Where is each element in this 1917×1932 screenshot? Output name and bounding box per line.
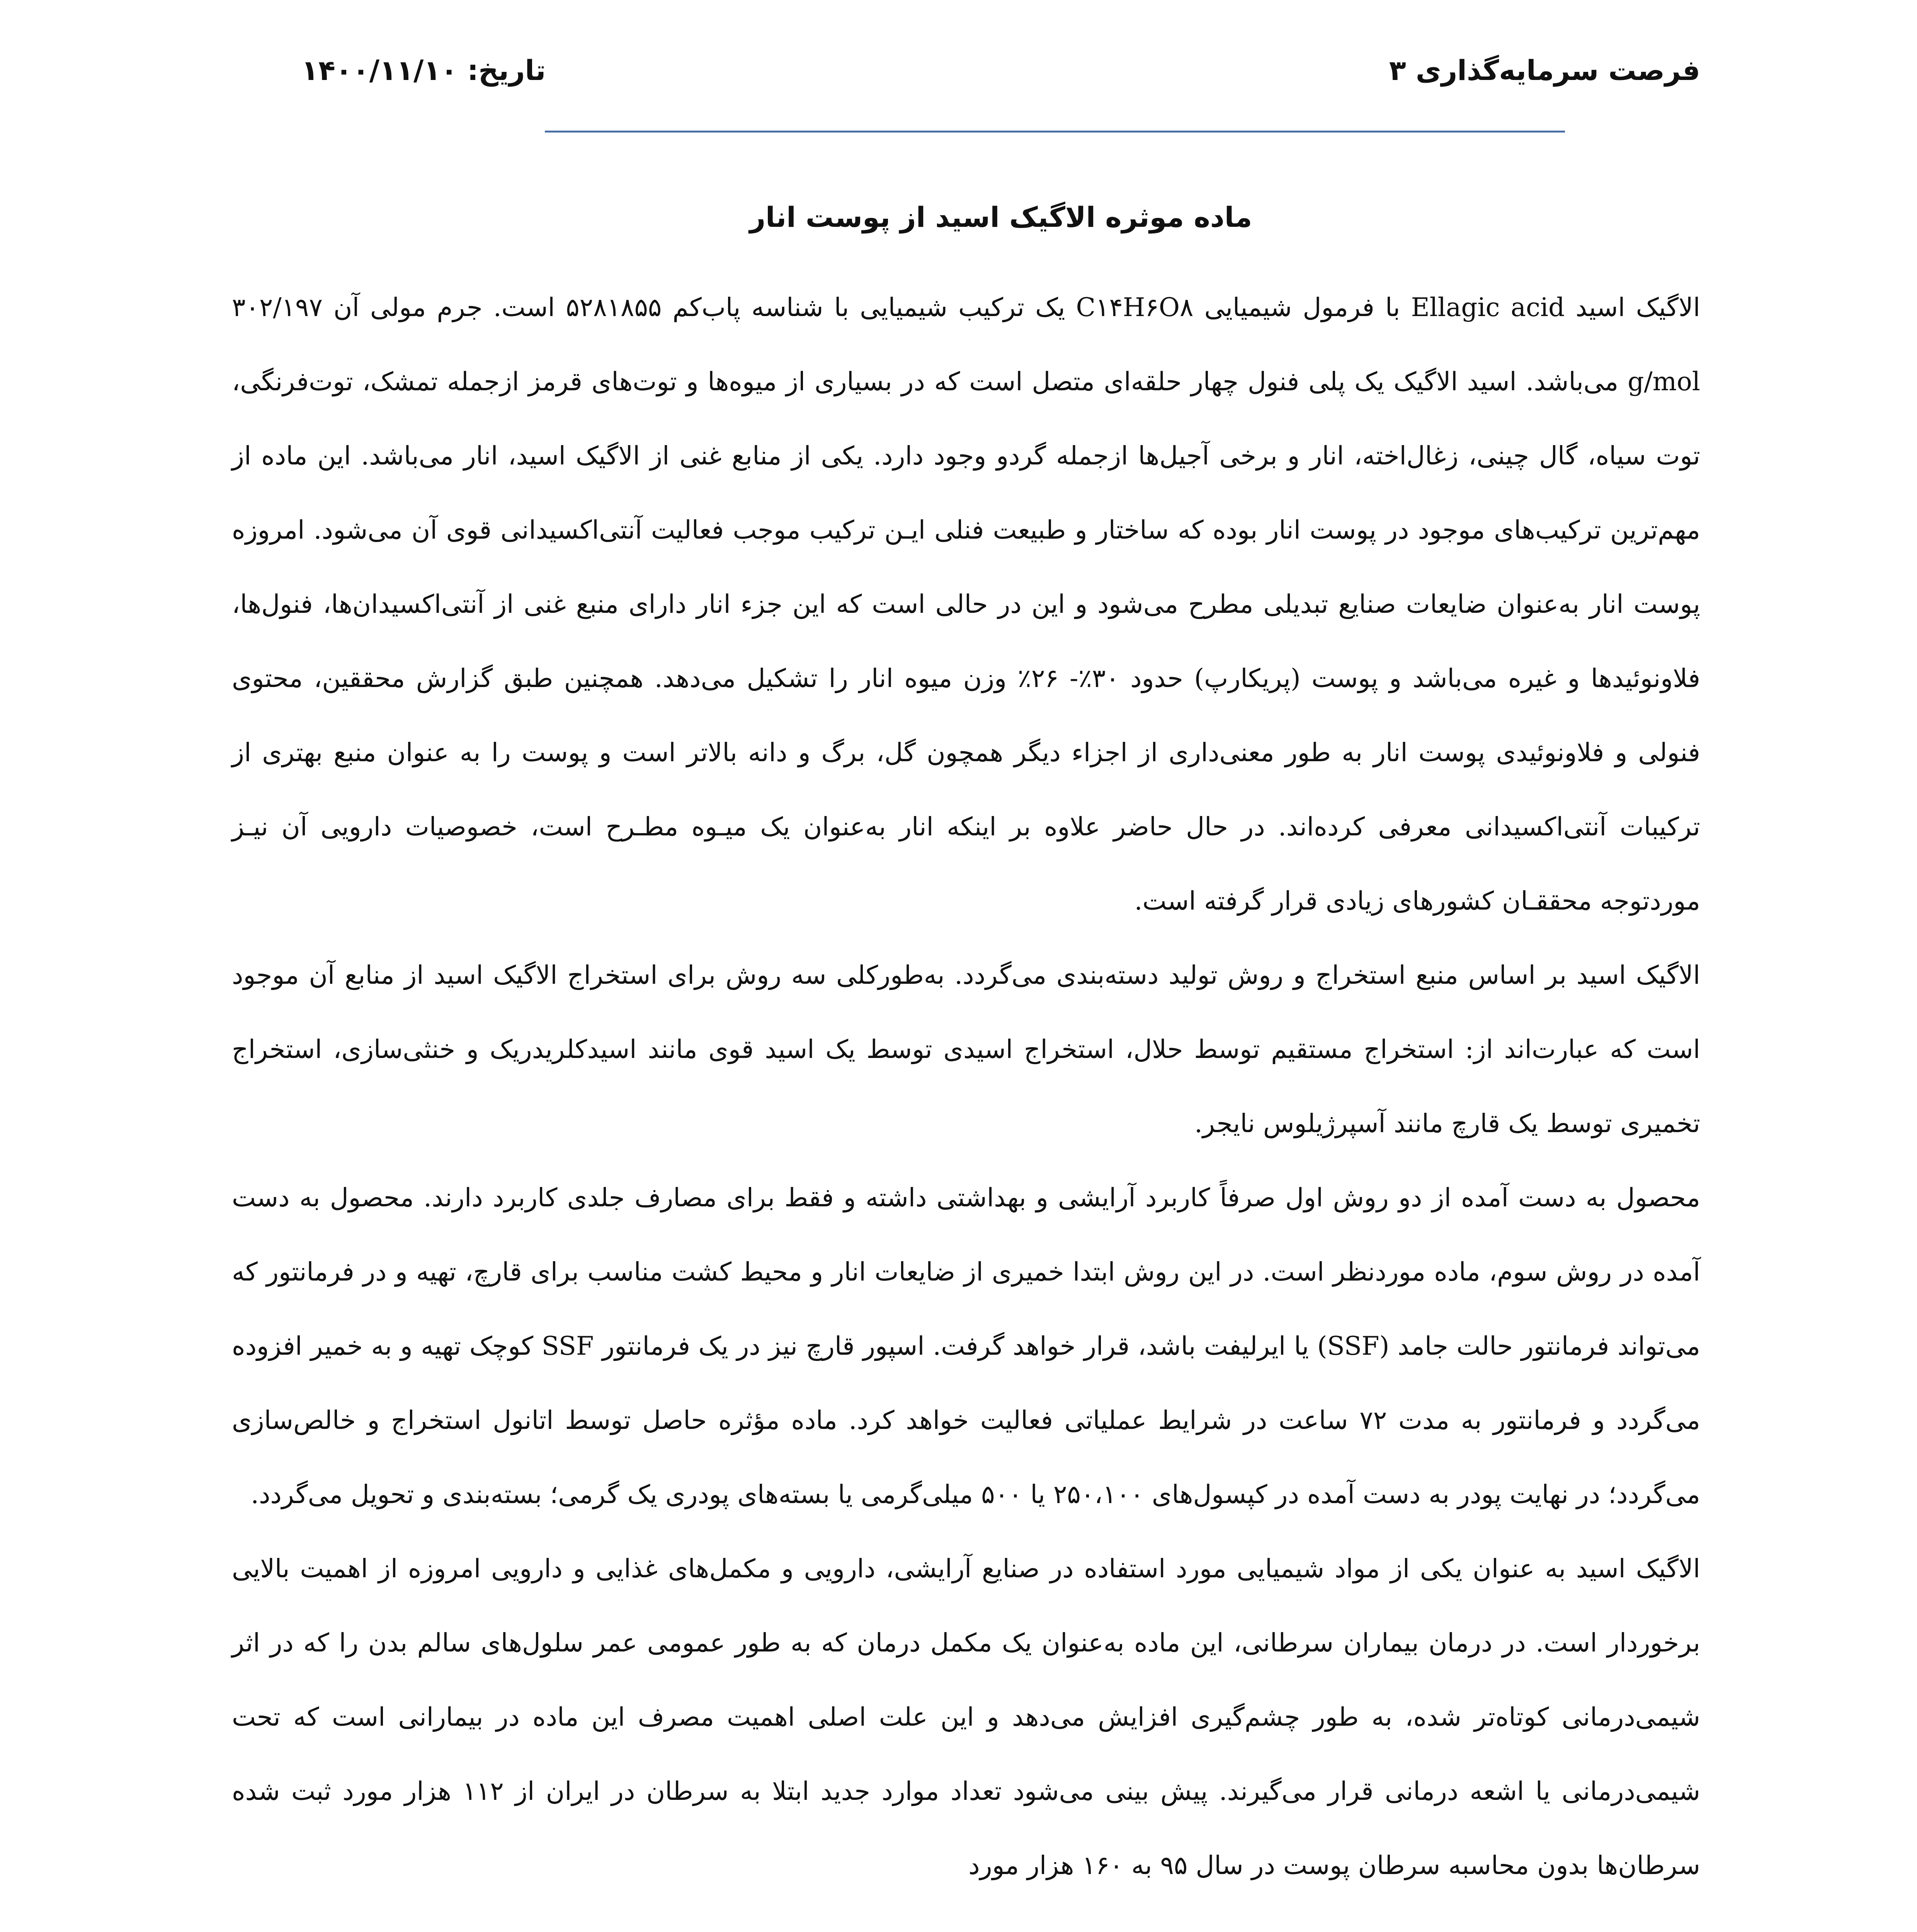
document-title: ماده موثره الاگیک اسید از پوست انار (749, 201, 1252, 233)
document-body (232, 270, 1700, 1903)
paragraph-2: الاگیک اسید بر اساس منبع استخراج و روش تولید دسته‌بندی می‌گردد. به‌طورکلی سه روش برای استخراج الاگیک اسید از منابع آن موجود است که عبارت‌اند از: استخراج مستقیم توسط حلال، استخراج اسیدی توسط یک اسید قوی مانند اسیدکلریدریک و خنثی‌سازی، استخراج تخمیری توسط یک قارچ مانند آسپرژیلوس نایجر. (232, 960, 1700, 1138)
header-title: فرصت سرمایه‌گذاری ۳ (1389, 54, 1700, 87)
paragraph-1: الاگیک اسید Ellagic acid با فرمول شیمیایی C۱۴H۶O۸ یک ترکیب شیمیایی با شناسه پاب‌کم ۵۲۸۱۸۵۵ است. جرم مولی آن ۳۰۲/۱۹۷ g/mol می‌باشد. اسید الاگیک یک پلی فنول چهار حلقه‌ای متصل است که در بسیاری از میوه‌ها و توت‌های قرمز ازجمله تمشک، توت‌فرنگی، توت سیاه، گال چینی، زغال‌اخته، انار و برخی آجیل‌ها ازجمله گردو وجود دارد. یکی از منابع غنی از الاگیک اسید، انار می‌باشد. این ماده از مهم‌ترین ترکیب‌های موجود در پوست انار بوده که ساختار و طبیعت فنلی ایـن ترکیب موجب فعالیت آنتی‌اکسیدانی قوی آن می‌شود. امروزه پوست انار به‌عنوان ضایعات صنایع تبدیلی مطرح می‌شود و این در حالی است که این جزء انار دارای منبع غنی از آنتی‌اکسیدان‌ها، فنول‌ها، فلاونوئیدها و غیره می‌باشد و پوست (پریکارپ) حدود ۳۰٪- ۲۶٪ وزن میوه انار را تشکیل می‌دهد. همچنین طبق گزارش محققین، محتوی فنولی و فلاونوئیدی پوست انار به طور معنی‌داری از اجزاء دیگر همچون گل، برگ و دانه بالاتر است و پوست را به عنوان منبع بهتری از ترکیبات آنتی‌اکسیدانی معرفی کرده‌اند. در حال حاضر علاوه بر اینکه انار به‌عنوان یک میـوه مطـرح است، خصوصیات دارویی آن نیـز موردتوجه محققـان کشورهای زیادی قرار گرفته است. (232, 293, 1701, 916)
header-date: تاریخ: ۱۴۰۰/۱۱/۱۰ (301, 54, 546, 87)
paragraph-4: الاگیک اسید به عنوان یکی از مواد شیمیایی مورد استفاده در صنایع آرایشی، دارویی و مکمل‌های غذایی و دارویی امروزه از اهمیت بالایی برخوردار است. در درمان بیماران سرطانی، این ماده به‌عنوان یک مکمل درمان که به طور عمومی عمر سلول‌های سالم بدن را که در اثر شیمی‌درمانی کوتاه‌تر شده، به طور چشم‌گیری افزایش می‌دهد و این علت اصلی اهمیت مصرف این ماده در بیمارانی است که تحت شیمی‌درمانی یا اشعه درمانی قرار می‌گیرند. پیش بینی می‌شود تعداد موارد جدید ابتلا به سرطان در ایران از ۱۱۲ هزار مورد ثبت شده سرطان‌ها بدون محاسبه سرطان پوست در سال ۹۵ به ۱۶۰ هزار مورد (232, 1554, 1700, 1880)
header-divider (545, 131, 1565, 133)
paragraph-3: محصول به دست آمده از دو روش اول صرفاً کاربرد آرایشی و بهداشتی داشته و فقط برای مصارف جلدی کاربرد دارند. محصول به دست آمده در روش سوم، ماده موردنظر است. در این روش ابتدا خمیری از ضایعات انار و محیط کشت مناسب برای قارچ، تهیه و در فرمانتور که می‌تواند فرمانتور حالت جامد (SSF) یا ایرلیفت باشد، قرار خواهد گرفت. اسپور قارچ نیز در یک فرمانتور SSF کوچک تهیه و به خمیر افزوده می‌گردد و فرمانتور به مدت ۷۲ ساعت در شرایط عملیاتی فعالیت خواهد کرد. ماده مؤثره حاصل توسط اتانول استخراج و خالص‌سازی می‌گردد؛ در نهایت پودر به دست آمده در کپسول‌های ۲۵۰،۱۰۰ یا ۵۰۰ میلی‌گرمی یا بسته‌های پودری یک گرمی؛ بسته‌بندی و تحویل می‌گردد. (232, 1183, 1701, 1509)
page-header (301, 54, 1700, 104)
